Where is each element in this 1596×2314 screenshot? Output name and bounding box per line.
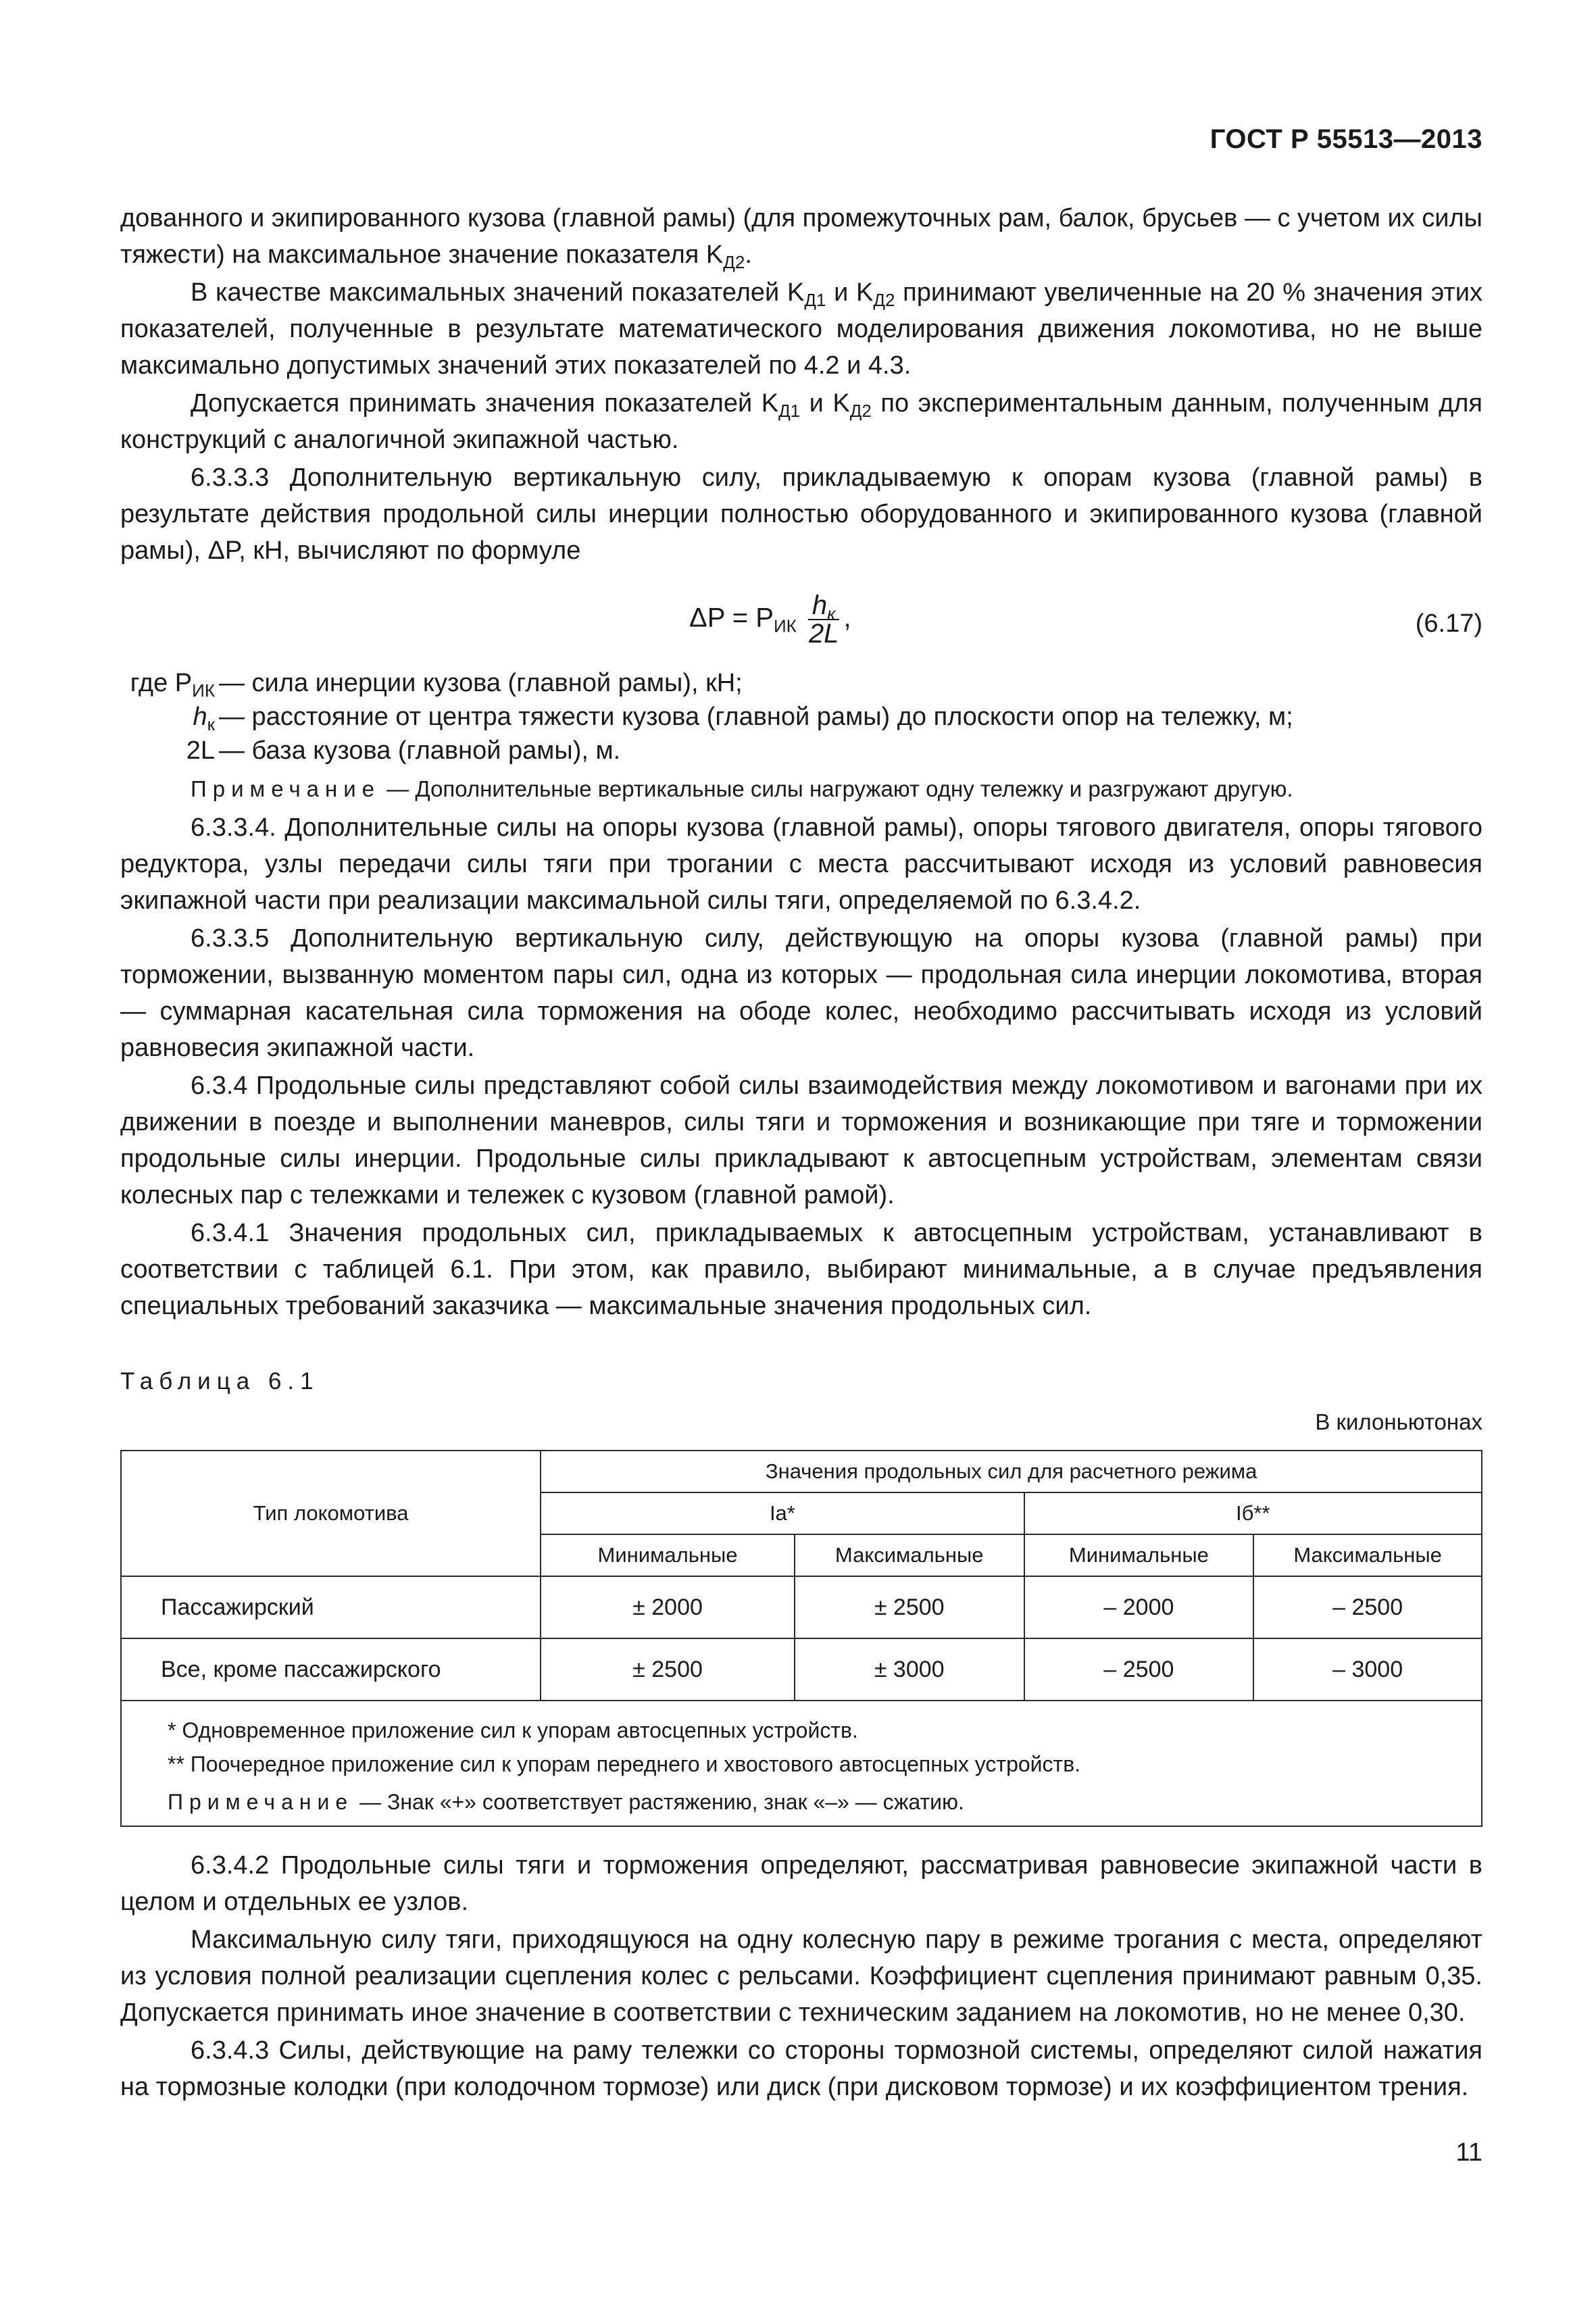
longitudinal-forces-table [120, 1450, 1482, 1827]
legend-text: — расстояние от центра тяжести кузова (главной рамы) до плоскости опор на тележку, м; [219, 703, 1293, 731]
formula-6-17 [120, 585, 1482, 663]
cell-value: – 2500 [1253, 1576, 1482, 1638]
cell-value: ± 3000 [795, 1638, 1024, 1701]
row-type: Пассажирский [121, 1576, 541, 1638]
header-locomotive-type: Тип локомотива [121, 1451, 541, 1576]
table-row [121, 1576, 1482, 1638]
legend-text: — сила инерции кузова (главной рамы), кН; [219, 669, 743, 697]
paragraph-experimental: Допускается принимать значения показателей $K_{Д1}$ и $K_{Д2}$ по экспериментальным данным, полученным для конструкций с аналогичной экипажной частью. [120, 389, 1482, 454]
table-row [121, 1638, 1482, 1701]
formula-expression: $\Delta P = P_{ИК}$ $\frac{h_к}{2L}$ , [689, 590, 851, 649]
cell-value: ± 2500 [795, 1576, 1024, 1638]
paragraph-continuation: дованного и экипированного кузова (главной рамы) (для промежуточных рам, балок, брусьев — с учетом их силы тяжести) на максимальное значение показателя $K_{Д2}$. [120, 204, 1482, 272]
legend-symbol: $h_к$ [193, 703, 215, 734]
paragraph-max-traction: Максимальную силу тяги, приходящуюся на одну колесную пару в режиме трогания с места, определяют из условия полной реализации сцепления колес с рельсами. Коэффициент сцепления принимают равным 0,35. Допускается принимать иное значение в соответствии с техническим заданием на локомотив, но не менее 0,30. [120, 1926, 1482, 2027]
table-unit: В килоньютонах [1315, 1409, 1482, 1434]
table-note: Примечание — Знак «+» соответствует растяжению, знак «–» — сжатию. [168, 1790, 964, 1814]
legend-symbol: где $P_{ИК}$ [130, 669, 215, 701]
cell-value: – 2000 [1024, 1576, 1254, 1638]
table-footnotes [121, 1701, 1482, 1826]
legend-symbol: 2L [186, 736, 215, 765]
page-content [120, 200, 1482, 2105]
header-max: Максимальные [795, 1534, 1024, 1576]
cell-value: – 2500 [1024, 1638, 1254, 1701]
paragraph-6-3-4: 6.3.4 Продольные силы представляют собой силы взаимодействия между локомотивом и вагонами при их движении в поезде и выполнении маневров, силы тяги и торможения и возникающие при тяге и торможении продольные силы инерции. Продольные силы прикладывают к автосцепным устройствам, элементам связи колесных пар с тележками и тележек с кузовом (главной рамой). [120, 1072, 1482, 1209]
paragraph-6-3-3-5: 6.3.3.5 Дополнительную вертикальную силу, действующую на опоры кузова (главной рамы) при торможении, вызванную моментом пары сил, одна из которых — продольная сила инерции локомотива, вторая — суммарная касательная сила торможения на ободе колес, необходимо рассчитывать исходя из условий равновесия экипажной части. [120, 924, 1482, 1062]
table-caption: Таблица 6.1 [120, 1368, 320, 1394]
paragraph-6-3-3-3: 6.3.3.3 Дополнительную вертикальную силу, прикладываемую к опорам кузова (главной рамы) в результате действия продольной силы инерции полностью оборудованного и экипированного кузова (главной рамы), ΔP, кН, вычисляют по формуле [120, 463, 1482, 565]
header-min: Минимальные [1024, 1534, 1254, 1576]
paragraph-max-values: В качестве максимальных значений показателей $K_{Д1}$ и $K_{Д2}$ принимают увеличенные на 20 % значения этих показателей, полученные в результате математического моделирования движения локомотива, но не выше максимально допустимых значений этих показателей по 4.2 и 4.3. [120, 278, 1483, 380]
header-mode-b: Iб** [1024, 1492, 1482, 1534]
cell-value: ± 2000 [541, 1576, 795, 1638]
row-type: Все, кроме пассажирского [121, 1638, 541, 1701]
header-mode-a: Iа* [541, 1492, 1024, 1534]
formula-fraction: $\frac{h_к}{2L}$ [808, 590, 839, 649]
note-vertical-forces: Примечание — Дополнительные вертикальные силы нагружают одну тележку и разгружают другую. [191, 776, 1293, 801]
formula-number: (6.17) [1415, 609, 1482, 638]
header-force-values: Значения продольных сил для расчетного режима [541, 1451, 1482, 1492]
paragraph-6-3-4-3: 6.3.4.3 Силы, действующие на раму тележки со стороны тормозной системы, определяют силой нажатия на тормозные колодки (при колодочном тормозе) или диск (при дисковом тормозе) и их коэффициентом трения. [120, 2036, 1482, 2101]
symbol-legend [120, 666, 1482, 768]
paragraph-6-3-4-1: 6.3.4.1 Значения продольных сил, прикладываемых к автосцепным устройствам, устанавливают в соответствии с таблицей 6.1. При этом, как правило, выбирают минимальные, а в случае предъявления специальных требований заказчика — максимальные значения продольных сил. [120, 1219, 1482, 1320]
cell-value: ± 2500 [541, 1638, 795, 1701]
page-number: 11 [1455, 2138, 1482, 2167]
cell-value: – 3000 [1253, 1638, 1482, 1701]
document-code-header: ГОСТ Р 55513—2013 [1210, 124, 1482, 154]
paragraph-6-3-3-4: 6.3.3.4. Дополнительные силы на опоры кузова (главной рамы), опоры тягового двигателя, опоры тягового редуктора, узлы передачи силы тяги при трогании с места рассчитывают исходя из условий равновесия экипажной части при реализации максимальной силы тяги, определяемой по 6.3.4.2. [120, 813, 1482, 915]
header-min: Минимальные [541, 1534, 795, 1576]
legend-text: — база кузова (главной рамы), м. [219, 736, 621, 765]
footnote-simultaneous: * Одновременное приложение сил к упорам автосцепных устройств. [168, 1718, 858, 1742]
paragraph-6-3-4-2: 6.3.4.2 Продольные силы тяги и торможения определяют, рассматривая равновесие экипажной части в целом и отдельных ее узлов. [120, 1851, 1482, 1916]
header-max: Максимальные [1253, 1534, 1482, 1576]
footnote-alternating: ** Поочередное приложение сил к упорам переднего и хвостового автосцепных устройств. [168, 1752, 1081, 1776]
